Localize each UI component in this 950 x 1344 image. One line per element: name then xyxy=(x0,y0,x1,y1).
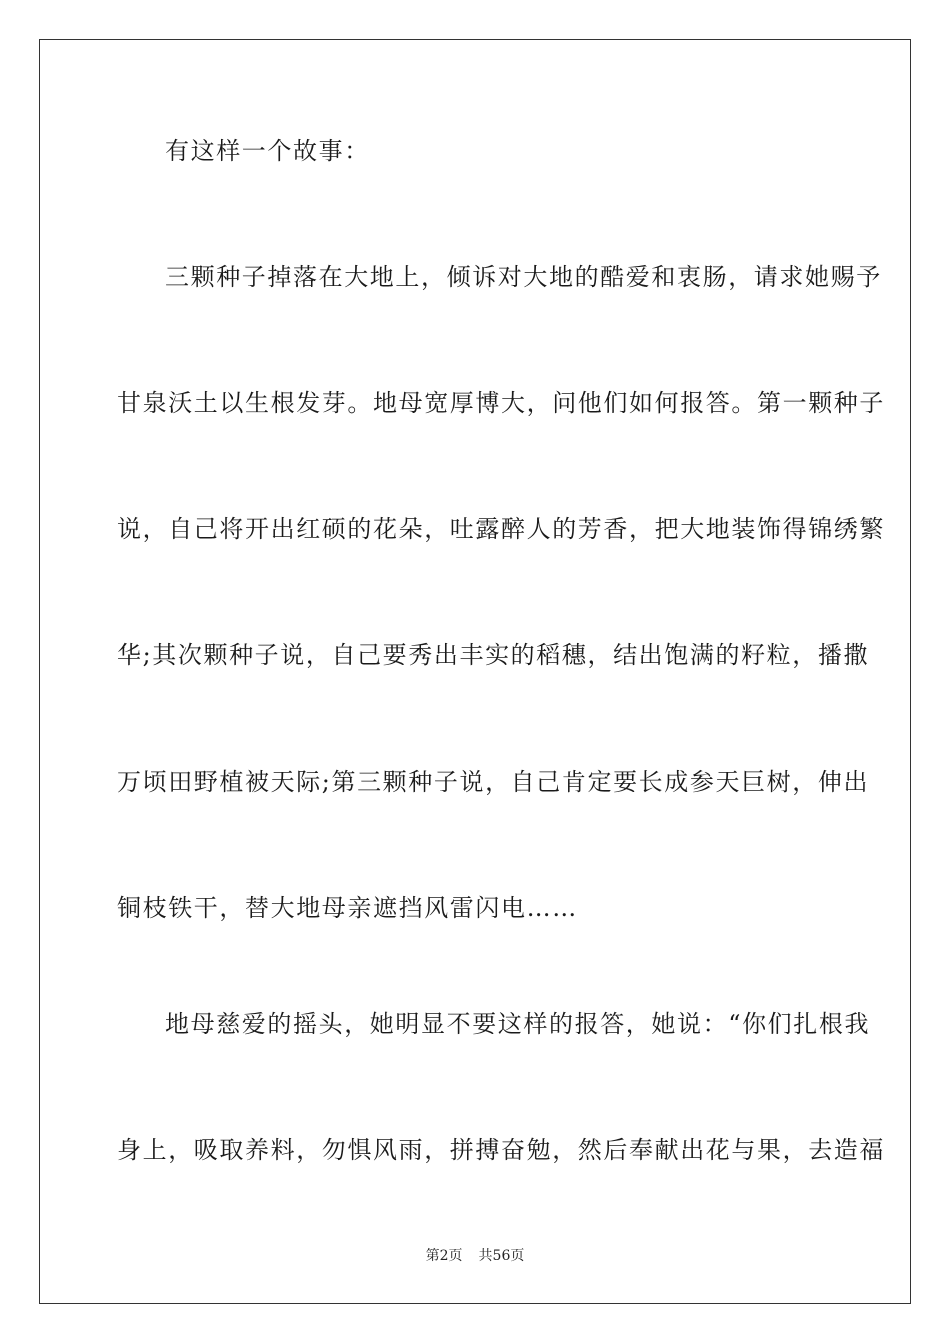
page-border xyxy=(39,39,911,1304)
paragraph-2-line-5: 万顷田野植被天际;第三颗种子说，自己肯定要长成参天巨树，伸出 xyxy=(117,768,870,796)
paragraph-2-line-4: 华;其次颗种子说，自己要秀出丰实的稻穗，结出饱满的籽粒，播撒 xyxy=(117,641,870,669)
paragraph-3-line-2: 身上，吸取养料，勿惧风雨，拼搏奋勉，然后奉献出花与果，去造福 xyxy=(117,1136,885,1164)
total-pages: 共56页 xyxy=(478,1248,525,1264)
paragraph-2-line-2: 甘泉沃土以生根发芽。地母宽厚博大，问他们如何报答。第一颗种子 xyxy=(117,389,885,417)
paragraph-2-line-3: 说，自己将开出红硕的花朵，吐露醉人的芳香，把大地装饰得锦绣繁 xyxy=(117,515,885,543)
paragraph-2-line-6: 铜枝铁干，替大地母亲遮挡风雷闪电…… xyxy=(117,894,578,922)
paragraph-2-line-1: 三颗种子掉落在大地上，倾诉对大地的酷爱和衷肠，请求她赐予 xyxy=(165,263,882,291)
page-number: 第2页 xyxy=(425,1248,463,1264)
paragraph-3-line-1: 地母慈爱的摇头，她明显不要这样的报答，她说：“你们扎根我 xyxy=(165,1010,871,1038)
page-footer xyxy=(0,1247,950,1265)
paragraph-1-line-1: 有这样一个故事： xyxy=(165,137,370,165)
